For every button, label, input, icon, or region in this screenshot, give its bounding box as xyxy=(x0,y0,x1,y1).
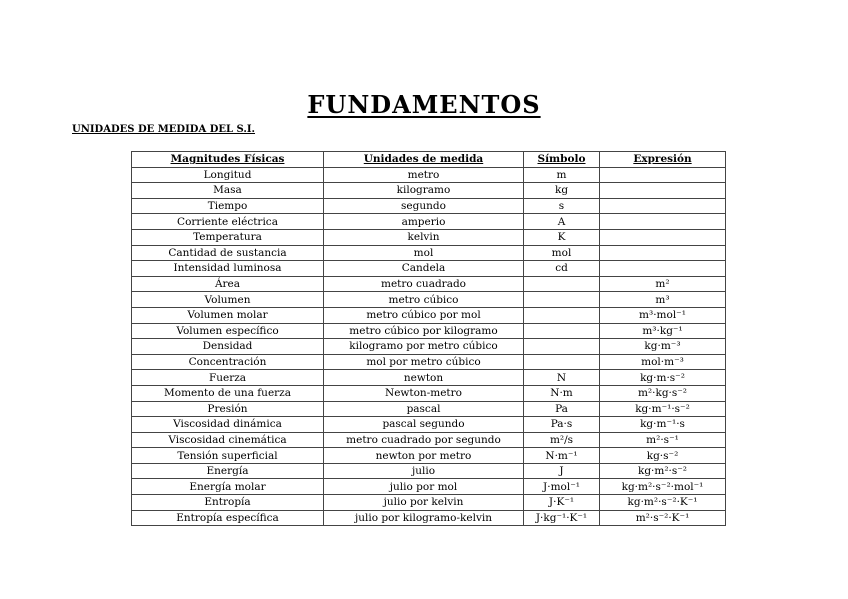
cell-symbol xyxy=(524,323,600,339)
table-row xyxy=(132,417,726,433)
cell-expression: m³·mol⁻¹ xyxy=(600,307,726,323)
cell-unit: julio por mol xyxy=(324,479,524,495)
cell-symbol: N·m⁻¹ xyxy=(524,448,600,464)
table-header-row xyxy=(132,152,726,168)
cell-expression: kg·m²·s⁻²·mol⁻¹ xyxy=(600,479,726,495)
cell-magnitude: Energía xyxy=(132,463,324,479)
cell-magnitude: Volumen específico xyxy=(132,323,324,339)
cell-magnitude: Área xyxy=(132,276,324,292)
cell-expression xyxy=(600,261,726,277)
cell-unit: julio por kilogramo-kelvin xyxy=(324,510,524,526)
cell-magnitude: Volumen molar xyxy=(132,307,324,323)
cell-unit: kelvin xyxy=(324,229,524,245)
table-row xyxy=(132,292,726,308)
cell-expression xyxy=(600,229,726,245)
cell-magnitude: Corriente eléctrica xyxy=(132,214,324,230)
cell-expression: kg·m⁻¹·s xyxy=(600,417,726,433)
cell-expression: mol·m⁻³ xyxy=(600,354,726,370)
cell-expression: m² xyxy=(600,276,726,292)
cell-expression xyxy=(600,245,726,261)
cell-symbol xyxy=(524,292,600,308)
cell-expression xyxy=(600,183,726,199)
cell-unit: kilogramo por metro cúbico xyxy=(324,339,524,355)
table-row xyxy=(132,307,726,323)
cell-symbol: J·mol⁻¹ xyxy=(524,479,600,495)
cell-symbol: N xyxy=(524,370,600,386)
cell-symbol: cd xyxy=(524,261,600,277)
header-simbolo: Símbolo xyxy=(524,152,600,168)
table-row xyxy=(132,339,726,355)
cell-symbol: A xyxy=(524,214,600,230)
table-row xyxy=(132,401,726,417)
cell-symbol: kg xyxy=(524,183,600,199)
cell-expression xyxy=(600,198,726,214)
cell-expression: m³·kg⁻¹ xyxy=(600,323,726,339)
cell-unit: Candela xyxy=(324,261,524,277)
cell-unit: amperio xyxy=(324,214,524,230)
cell-unit: metro cuadrado por segundo xyxy=(324,432,524,448)
table-row xyxy=(132,229,726,245)
cell-expression: m²·s⁻¹ xyxy=(600,432,726,448)
cell-magnitude: Temperatura xyxy=(132,229,324,245)
cell-unit: newton xyxy=(324,370,524,386)
cell-expression: m²·kg·s⁻² xyxy=(600,385,726,401)
table-row xyxy=(132,385,726,401)
cell-magnitude: Viscosidad dinámica xyxy=(132,417,324,433)
page-title: FUNDAMENTOS xyxy=(307,90,541,119)
cell-symbol: m²/s xyxy=(524,432,600,448)
cell-expression xyxy=(600,167,726,183)
cell-expression: kg·m²·s⁻²·K⁻¹ xyxy=(600,495,726,511)
cell-symbol: s xyxy=(524,198,600,214)
cell-unit: pascal xyxy=(324,401,524,417)
cell-unit: kilogramo xyxy=(324,183,524,199)
cell-magnitude: Masa xyxy=(132,183,324,199)
table-row xyxy=(132,448,726,464)
cell-unit: mol xyxy=(324,245,524,261)
cell-expression: kg·m·s⁻² xyxy=(600,370,726,386)
cell-symbol: mol xyxy=(524,245,600,261)
cell-expression: kg·m⁻³ xyxy=(600,339,726,355)
table-row xyxy=(132,323,726,339)
cell-magnitude: Densidad xyxy=(132,339,324,355)
cell-magnitude: Momento de una fuerza xyxy=(132,385,324,401)
cell-expression: kg·m⁻¹·s⁻² xyxy=(600,401,726,417)
table-row xyxy=(132,261,726,277)
cell-unit: mol por metro cúbico xyxy=(324,354,524,370)
table-row xyxy=(132,198,726,214)
cell-magnitude: Entropía xyxy=(132,495,324,511)
cell-symbol: N·m xyxy=(524,385,600,401)
section-heading: UNIDADES DE MEDIDA DEL S.I. xyxy=(72,124,256,135)
cell-magnitude: Energía molar xyxy=(132,479,324,495)
cell-symbol xyxy=(524,339,600,355)
cell-unit: newton por metro xyxy=(324,448,524,464)
cell-unit: metro cúbico xyxy=(324,292,524,308)
table-row xyxy=(132,370,726,386)
table-row xyxy=(132,354,726,370)
cell-magnitude: Tiempo xyxy=(132,198,324,214)
header-magnitudes: Magnitudes Físicas xyxy=(132,152,324,168)
cell-magnitude: Entropía específica xyxy=(132,510,324,526)
cell-magnitude: Presión xyxy=(132,401,324,417)
cell-symbol: m xyxy=(524,167,600,183)
cell-expression: kg·s⁻² xyxy=(600,448,726,464)
cell-unit: metro cúbico por mol xyxy=(324,307,524,323)
cell-expression: kg·m²·s⁻² xyxy=(600,463,726,479)
header-unidades: Unidades de medida xyxy=(324,152,524,168)
cell-magnitude: Cantidad de sustancia xyxy=(132,245,324,261)
header-expresion: Expresión xyxy=(600,152,726,168)
table-row xyxy=(132,245,726,261)
cell-unit: pascal segundo xyxy=(324,417,524,433)
cell-magnitude: Concentración xyxy=(132,354,324,370)
cell-symbol xyxy=(524,276,600,292)
cell-unit: metro xyxy=(324,167,524,183)
cell-magnitude: Longitud xyxy=(132,167,324,183)
cell-unit: Newton-metro xyxy=(324,385,524,401)
table-row xyxy=(132,276,726,292)
cell-unit: julio xyxy=(324,463,524,479)
table-row xyxy=(132,479,726,495)
cell-symbol: Pa·s xyxy=(524,417,600,433)
cell-symbol xyxy=(524,354,600,370)
cell-unit: segundo xyxy=(324,198,524,214)
cell-symbol: K xyxy=(524,229,600,245)
cell-magnitude: Viscosidad cinemática xyxy=(132,432,324,448)
cell-magnitude: Intensidad luminosa xyxy=(132,261,324,277)
table-row xyxy=(132,167,726,183)
table-row xyxy=(132,495,726,511)
cell-unit: julio por kelvin xyxy=(324,495,524,511)
cell-symbol xyxy=(524,307,600,323)
cell-symbol: J xyxy=(524,463,600,479)
table-row xyxy=(132,463,726,479)
table-row xyxy=(132,432,726,448)
cell-magnitude: Fuerza xyxy=(132,370,324,386)
table-row xyxy=(132,214,726,230)
cell-expression: m³ xyxy=(600,292,726,308)
table-body xyxy=(132,167,726,526)
cell-unit: metro cuadrado xyxy=(324,276,524,292)
cell-symbol: J·K⁻¹ xyxy=(524,495,600,511)
table-row xyxy=(132,183,726,199)
cell-symbol: Pa xyxy=(524,401,600,417)
cell-magnitude: Volumen xyxy=(132,292,324,308)
cell-unit: metro cúbico por kilogramo xyxy=(324,323,524,339)
units-table xyxy=(131,151,726,526)
cell-expression xyxy=(600,214,726,230)
cell-symbol: J·kg⁻¹·K⁻¹ xyxy=(524,510,600,526)
cell-expression: m²·s⁻²·K⁻¹ xyxy=(600,510,726,526)
cell-magnitude: Tensión superficial xyxy=(132,448,324,464)
table-row xyxy=(132,510,726,526)
